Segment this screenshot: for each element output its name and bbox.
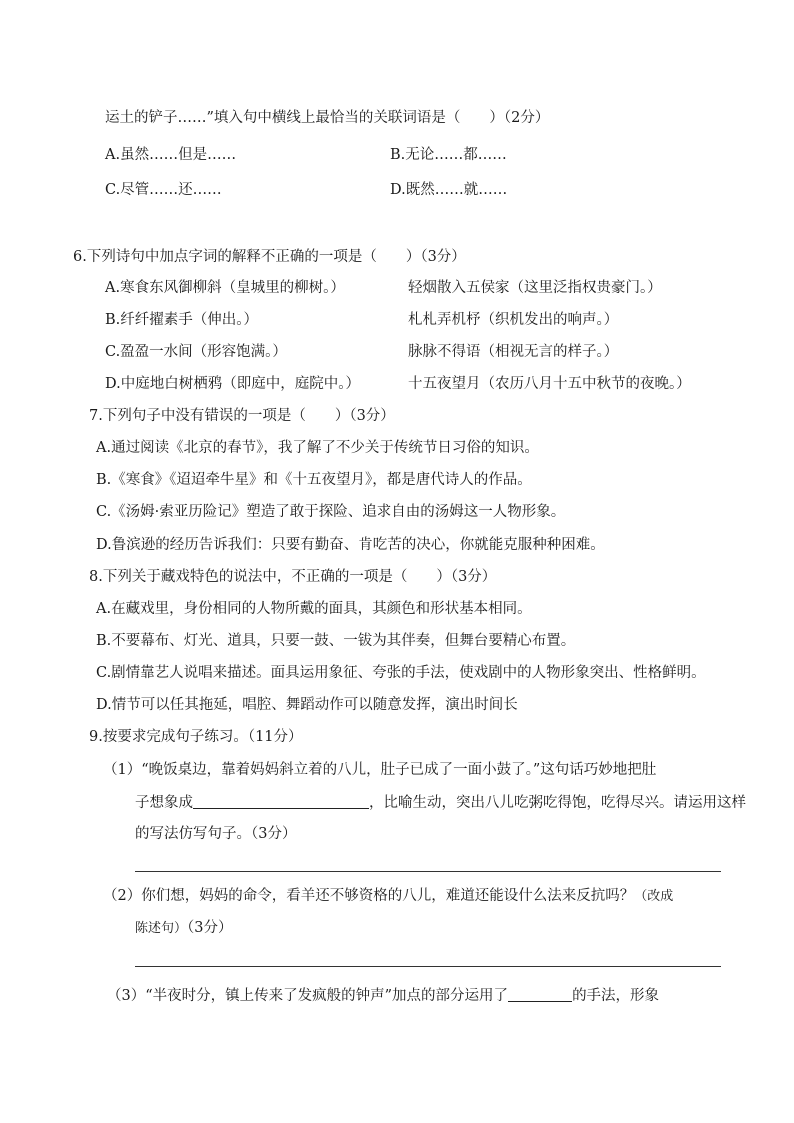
q8-option-d: D.情节可以任其拖延，唱腔、舞蹈动作可以随意发挥，演出时间长 [96,697,518,713]
q8-option-c: C.剧情靠艺人说唱来描述。面具运用象征、夸张的手法，使戏剧中的人物形象突出、性格鲜明。 [96,665,706,681]
q5-option-c: C.尽管……还…… [105,182,222,198]
q8-option-b: B.不要幕布、灯光、道具，只要一鼓、一钹为其伴奏，但舞台要精心布置。 [96,633,576,649]
q7-option-b: B.《寒食》《迢迢牵牛星》和《十五夜望月》，都是唐代诗人的作品。 [96,472,532,488]
q6-option-c-left: C.盈盈一水间（形容饱满。） [105,344,287,360]
q5-option-b: B.无论……都…… [390,147,507,163]
q6-option-b-left: B.纤纤擢素手（伸出。） [105,312,259,328]
q9-part1-line2 [135,792,746,813]
q9-part1-text-b: ，比喻生动，突出八儿吃粥吃得饱，吃得尽兴。请运用这样 [369,795,746,811]
q9-part2-score: （3分） [187,920,233,936]
q7-option-d: D.鲁滨逊的经历告诉我们：只要有勤奋、肯吃苦的决心，你就能克服种种困难。 [96,537,605,553]
q9-part3-line1 [107,985,659,1006]
q8-option-a: A.在藏戏里，身份相同的人物所戴的面具，其颜色和形状基本相同。 [96,601,532,617]
q9-part1-line1: （1）“晚饭桌边，靠着妈妈斜立着的八儿，肚子已成了一面小鼓了。”这句话巧妙地把肚 [103,762,657,778]
q6-option-d-left: D.中庭地白树栖鸦（即庭中，庭院中。） [105,376,360,392]
q5-continuation-line: 运土的铲子……”填入句中横线上最恰当的关联词语是（ ）（2分） [105,110,550,126]
q6-option-d-right: 十五夜望月（农历八月十五中秋节的夜晚。） [408,376,691,392]
q9-part1-text-a: 子想象成 [135,795,193,811]
q9-part2-note-b: 陈述句） [135,921,188,936]
q6-option-a-right: 轻烟散入五侯家（这里泛指权贵豪门。） [408,280,662,296]
q9-part2-note-a: （改成 [634,889,674,904]
q9-part3-text-b: 的手法，形象 [572,988,660,1004]
q9-part2-text: （2）你们想，妈妈的命令，看羊还不够资格的八儿，难道还能设什么法来反抗吗？ [103,888,635,904]
q9-part2-answer-line[interactable] [135,966,721,967]
q5-option-d: D.既然……就…… [390,182,508,198]
q6-option-c-right: 脉脉不得语（相视无言的样子。） [408,344,619,360]
q7-option-c: C.《汤姆·索亚历险记》塑造了敢于探险、追求自由的汤姆这一人物形象。 [96,504,566,520]
q9-part3-blank[interactable] [508,985,572,1002]
q5-option-a: A.虽然……但是…… [105,147,237,163]
q9-part1-blank[interactable] [193,792,369,809]
q9-part2-line1 [103,886,673,907]
q9-part1-answer-line[interactable] [135,871,721,872]
q7-option-a: A.通过阅读《北京的春节》，我了解了不少关于传统节日习俗的知识。 [96,440,539,456]
q6-stem: 6.下列诗句中加点字词的解释不正确的一项是（ ）（3分） [73,249,466,265]
q8-stem: 8.下列关于藏戏特色的说法中，不正确的一项是（ ）（3分） [89,569,497,585]
q9-part1-line3: 的写法仿写句子。（3分） [135,826,297,842]
q9-stem: 9.按要求完成句子练习。（11分） [89,729,303,745]
q9-part2-line2 [135,918,233,939]
q6-option-a-left: A.寒食东风御柳斜（皇城里的柳树。） [105,280,345,296]
q6-option-b-right: 札札弄机杼（织机发出的响声。） [408,312,619,328]
q7-stem: 7.下列句子中没有错误的一项是（ ）（3分） [89,408,395,424]
q9-part3-text-a: （3）“半夜时分，镇上传来了发疯般的钟声”加点的部分运用了 [107,988,509,1004]
